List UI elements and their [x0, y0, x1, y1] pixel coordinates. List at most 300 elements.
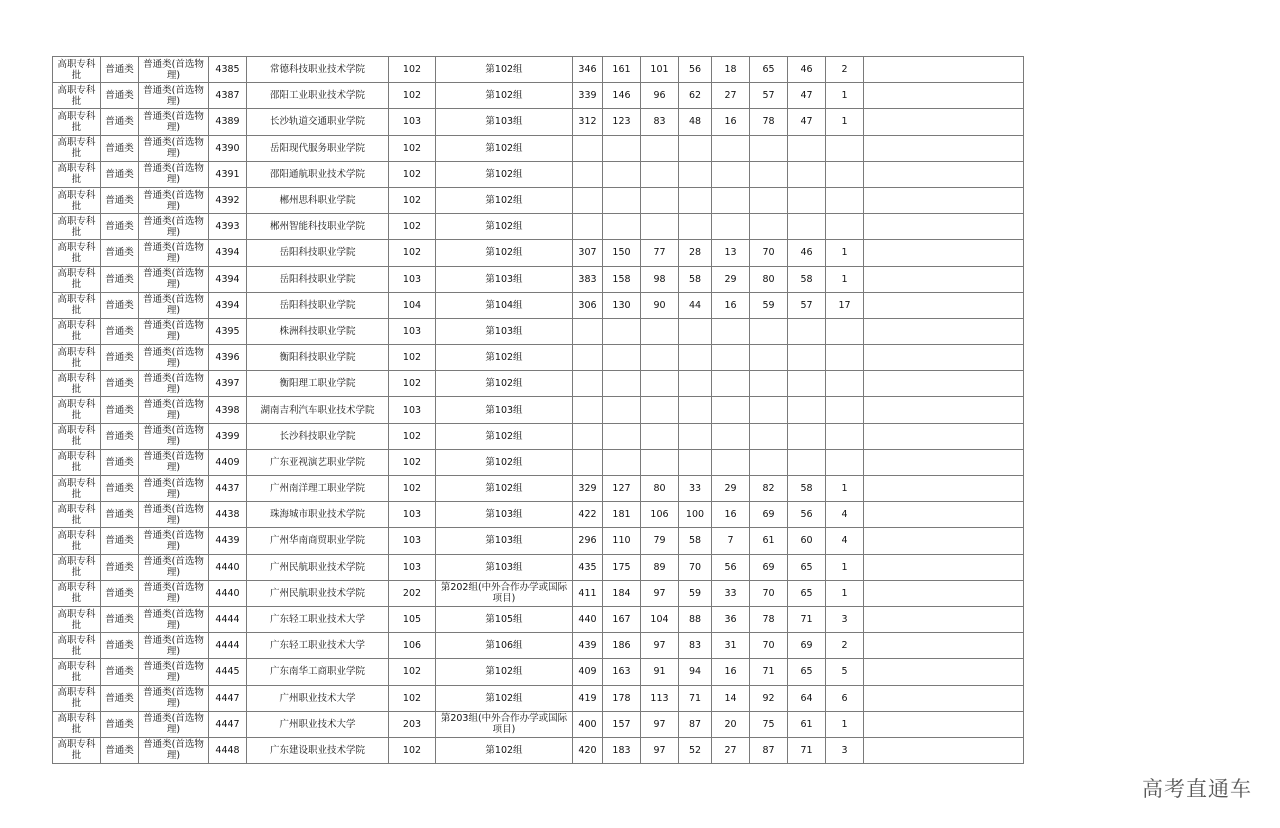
- cell-math: [641, 135, 679, 161]
- cell-group-name: 第102组: [436, 135, 573, 161]
- cell-subject-type: 普通类(首选物理): [139, 318, 209, 344]
- cell-group-name: 第106组: [436, 633, 573, 659]
- cell-subject-type: 普通类(首选物理): [139, 83, 209, 109]
- cell-elective2: [788, 345, 826, 371]
- cell-group-name: 第102组: [436, 659, 573, 685]
- cell-subject-type: 普通类(首选物理): [139, 737, 209, 763]
- cell-notes: [864, 711, 1024, 737]
- cell-chinese: 110: [603, 528, 641, 554]
- cell-group-name: 第102组: [436, 476, 573, 502]
- cell-enrollment: 1: [826, 240, 864, 266]
- cell-english: 48: [679, 109, 712, 135]
- cell-group-name: 第203组(中外合作办学或国际项目): [436, 711, 573, 737]
- cell-physics: 13: [712, 240, 750, 266]
- table-row: [53, 318, 1024, 344]
- cell-batch: 高职专科批: [53, 633, 101, 659]
- cell-english: 94: [679, 659, 712, 685]
- cell-min-score: 296: [573, 528, 603, 554]
- cell-elective1: 92: [750, 685, 788, 711]
- cell-school-name: 常德科技职业技术学院: [247, 57, 389, 83]
- table-row: [53, 83, 1024, 109]
- cell-group-name: 第102组: [436, 187, 573, 213]
- cell-elective1: [750, 397, 788, 423]
- cell-group-code: 102: [389, 685, 436, 711]
- cell-category: 普通类: [101, 449, 139, 475]
- cell-group-name: 第103组: [436, 502, 573, 528]
- cell-min-score: 422: [573, 502, 603, 528]
- cell-group-code: 102: [389, 737, 436, 763]
- cell-chinese: 181: [603, 502, 641, 528]
- cell-english: 59: [679, 580, 712, 606]
- cell-elective1: 75: [750, 711, 788, 737]
- cell-batch: 高职专科批: [53, 214, 101, 240]
- cell-elective2: [788, 214, 826, 240]
- cell-group-code: 104: [389, 292, 436, 318]
- cell-batch: 高职专科批: [53, 737, 101, 763]
- cell-elective1: [750, 449, 788, 475]
- cell-school-name: 珠海城市职业技术学院: [247, 502, 389, 528]
- cell-math: 98: [641, 266, 679, 292]
- cell-group-code: 106: [389, 633, 436, 659]
- cell-group-name: 第102组: [436, 345, 573, 371]
- cell-batch: 高职专科批: [53, 449, 101, 475]
- cell-group-code: 203: [389, 711, 436, 737]
- table-row: [53, 659, 1024, 685]
- cell-school-name: 衡阳理工职业学院: [247, 371, 389, 397]
- cell-enrollment: 2: [826, 633, 864, 659]
- cell-group-name: 第103组: [436, 109, 573, 135]
- cell-min-score: 411: [573, 580, 603, 606]
- cell-enrollment: [826, 214, 864, 240]
- cell-min-score: 440: [573, 606, 603, 632]
- cell-elective1: [750, 423, 788, 449]
- cell-enrollment: 4: [826, 502, 864, 528]
- cell-elective2: [788, 135, 826, 161]
- cell-group-code: 102: [389, 659, 436, 685]
- cell-english: 58: [679, 266, 712, 292]
- cell-group-code: 102: [389, 371, 436, 397]
- cell-math: 101: [641, 57, 679, 83]
- cell-physics: 56: [712, 554, 750, 580]
- cell-elective1: 61: [750, 528, 788, 554]
- cell-elective2: 47: [788, 83, 826, 109]
- cell-group-code: 102: [389, 214, 436, 240]
- cell-group-code: 103: [389, 528, 436, 554]
- cell-category: 普通类: [101, 214, 139, 240]
- cell-subject-type: 普通类(首选物理): [139, 240, 209, 266]
- cell-english: 87: [679, 711, 712, 737]
- cell-batch: 高职专科批: [53, 292, 101, 318]
- cell-elective2: [788, 187, 826, 213]
- cell-school-code: 4440: [209, 580, 247, 606]
- cell-min-score: 409: [573, 659, 603, 685]
- cell-category: 普通类: [101, 161, 139, 187]
- cell-english: 33: [679, 476, 712, 502]
- cell-notes: [864, 633, 1024, 659]
- cell-chinese: 127: [603, 476, 641, 502]
- cell-english: [679, 318, 712, 344]
- cell-batch: 高职专科批: [53, 135, 101, 161]
- cell-chinese: 157: [603, 711, 641, 737]
- cell-elective2: [788, 371, 826, 397]
- cell-english: 28: [679, 240, 712, 266]
- cell-group-code: 102: [389, 57, 436, 83]
- cell-subject-type: 普通类(首选物理): [139, 685, 209, 711]
- cell-subject-type: 普通类(首选物理): [139, 371, 209, 397]
- cell-math: 77: [641, 240, 679, 266]
- cell-chinese: 146: [603, 83, 641, 109]
- cell-elective2: 65: [788, 659, 826, 685]
- cell-batch: 高职专科批: [53, 397, 101, 423]
- cell-school-code: 4395: [209, 318, 247, 344]
- cell-school-code: 4389: [209, 109, 247, 135]
- cell-physics: [712, 449, 750, 475]
- cell-batch: 高职专科批: [53, 371, 101, 397]
- cell-group-code: 102: [389, 83, 436, 109]
- cell-batch: 高职专科批: [53, 345, 101, 371]
- cell-group-name: 第102组: [436, 449, 573, 475]
- table-row: [53, 711, 1024, 737]
- cell-subject-type: 普通类(首选物理): [139, 187, 209, 213]
- cell-school-code: 4392: [209, 187, 247, 213]
- cell-school-name: 广东南华工商职业学院: [247, 659, 389, 685]
- cell-english: 71: [679, 685, 712, 711]
- cell-group-name: 第102组: [436, 57, 573, 83]
- cell-batch: 高职专科批: [53, 476, 101, 502]
- cell-school-code: 4399: [209, 423, 247, 449]
- cell-school-name: 广东轻工职业技术大学: [247, 606, 389, 632]
- cell-school-code: 4393: [209, 214, 247, 240]
- cell-physics: 33: [712, 580, 750, 606]
- cell-group-code: 102: [389, 423, 436, 449]
- cell-school-code: 4385: [209, 57, 247, 83]
- cell-subject-type: 普通类(首选物理): [139, 345, 209, 371]
- cell-chinese: 123: [603, 109, 641, 135]
- cell-enrollment: [826, 449, 864, 475]
- cell-notes: [864, 476, 1024, 502]
- cell-min-score: 329: [573, 476, 603, 502]
- watermark: 高考直通车: [1142, 777, 1252, 801]
- cell-school-name: 广州华南商贸职业学院: [247, 528, 389, 554]
- cell-physics: [712, 187, 750, 213]
- cell-math: [641, 397, 679, 423]
- cell-school-code: 4409: [209, 449, 247, 475]
- cell-batch: 高职专科批: [53, 502, 101, 528]
- cell-school-code: 4387: [209, 83, 247, 109]
- cell-school-code: 4440: [209, 554, 247, 580]
- cell-category: 普通类: [101, 109, 139, 135]
- cell-school-name: 岳阳科技职业学院: [247, 240, 389, 266]
- cell-elective2: [788, 449, 826, 475]
- cell-subject-type: 普通类(首选物理): [139, 633, 209, 659]
- cell-category: 普通类: [101, 83, 139, 109]
- cell-elective2: 69: [788, 633, 826, 659]
- cell-chinese: 150: [603, 240, 641, 266]
- cell-min-score: 312: [573, 109, 603, 135]
- cell-enrollment: 4: [826, 528, 864, 554]
- cell-school-code: 4447: [209, 711, 247, 737]
- cell-physics: [712, 135, 750, 161]
- cell-category: 普通类: [101, 423, 139, 449]
- cell-min-score: [573, 187, 603, 213]
- cell-min-score: 339: [573, 83, 603, 109]
- table-row: [53, 633, 1024, 659]
- cell-notes: [864, 187, 1024, 213]
- cell-elective1: 87: [750, 737, 788, 763]
- cell-chinese: 158: [603, 266, 641, 292]
- cell-enrollment: 1: [826, 83, 864, 109]
- cell-physics: 29: [712, 266, 750, 292]
- cell-elective2: 56: [788, 502, 826, 528]
- cell-category: 普通类: [101, 659, 139, 685]
- cell-physics: 16: [712, 659, 750, 685]
- cell-category: 普通类: [101, 502, 139, 528]
- table-row: [53, 345, 1024, 371]
- cell-group-code: 202: [389, 580, 436, 606]
- cell-batch: 高职专科批: [53, 606, 101, 632]
- cell-elective1: [750, 214, 788, 240]
- cell-school-name: 广东轻工职业技术大学: [247, 633, 389, 659]
- admission-score-table: [52, 56, 1024, 764]
- cell-school-code: 4394: [209, 292, 247, 318]
- cell-notes: [864, 83, 1024, 109]
- cell-notes: [864, 397, 1024, 423]
- cell-subject-type: 普通类(首选物理): [139, 214, 209, 240]
- cell-enrollment: [826, 318, 864, 344]
- cell-group-name: 第102组: [436, 83, 573, 109]
- cell-subject-type: 普通类(首选物理): [139, 57, 209, 83]
- cell-school-code: 4444: [209, 633, 247, 659]
- cell-physics: 36: [712, 606, 750, 632]
- cell-english: 58: [679, 528, 712, 554]
- cell-group-name: 第103组: [436, 397, 573, 423]
- cell-school-name: 株洲科技职业学院: [247, 318, 389, 344]
- cell-math: 97: [641, 711, 679, 737]
- cell-group-name: 第102组: [436, 214, 573, 240]
- cell-min-score: 383: [573, 266, 603, 292]
- table-row: [53, 214, 1024, 240]
- cell-notes: [864, 161, 1024, 187]
- cell-group-name: 第103组: [436, 318, 573, 344]
- table-row: [53, 685, 1024, 711]
- cell-enrollment: [826, 135, 864, 161]
- cell-group-name: 第102组: [436, 423, 573, 449]
- cell-notes: [864, 214, 1024, 240]
- cell-chinese: 186: [603, 633, 641, 659]
- cell-min-score: [573, 423, 603, 449]
- cell-school-name: 郴州思科职业学院: [247, 187, 389, 213]
- cell-chinese: 130: [603, 292, 641, 318]
- cell-english: 100: [679, 502, 712, 528]
- cell-subject-type: 普通类(首选物理): [139, 476, 209, 502]
- cell-min-score: 346: [573, 57, 603, 83]
- cell-notes: [864, 580, 1024, 606]
- cell-elective2: [788, 397, 826, 423]
- cell-batch: 高职专科批: [53, 266, 101, 292]
- cell-enrollment: [826, 423, 864, 449]
- cell-subject-type: 普通类(首选物理): [139, 606, 209, 632]
- cell-school-name: 广州南洋理工职业学院: [247, 476, 389, 502]
- cell-math: 97: [641, 633, 679, 659]
- cell-physics: [712, 214, 750, 240]
- cell-group-code: 103: [389, 397, 436, 423]
- cell-english: 70: [679, 554, 712, 580]
- cell-notes: [864, 423, 1024, 449]
- cell-enrollment: 1: [826, 266, 864, 292]
- cell-math: [641, 449, 679, 475]
- cell-category: 普通类: [101, 528, 139, 554]
- cell-group-name: 第202组(中外合作办学或国际项目): [436, 580, 573, 606]
- cell-notes: [864, 554, 1024, 580]
- cell-min-score: [573, 397, 603, 423]
- cell-subject-type: 普通类(首选物理): [139, 161, 209, 187]
- cell-school-code: 4398: [209, 397, 247, 423]
- cell-school-code: 4444: [209, 606, 247, 632]
- cell-group-name: 第102组: [436, 161, 573, 187]
- cell-elective2: [788, 161, 826, 187]
- cell-elective1: 70: [750, 580, 788, 606]
- cell-elective1: 57: [750, 83, 788, 109]
- table-row: [53, 528, 1024, 554]
- cell-enrollment: [826, 187, 864, 213]
- cell-english: 44: [679, 292, 712, 318]
- cell-school-code: 4396: [209, 345, 247, 371]
- cell-elective2: 46: [788, 57, 826, 83]
- cell-min-score: [573, 214, 603, 240]
- cell-school-code: 4394: [209, 240, 247, 266]
- cell-min-score: 306: [573, 292, 603, 318]
- cell-physics: [712, 318, 750, 344]
- cell-chinese: 161: [603, 57, 641, 83]
- cell-english: [679, 214, 712, 240]
- cell-group-code: 103: [389, 318, 436, 344]
- cell-english: [679, 161, 712, 187]
- cell-english: [679, 397, 712, 423]
- cell-elective2: 58: [788, 266, 826, 292]
- cell-enrollment: 3: [826, 606, 864, 632]
- cell-elective2: 58: [788, 476, 826, 502]
- cell-notes: [864, 528, 1024, 554]
- cell-elective1: [750, 345, 788, 371]
- cell-chinese: 178: [603, 685, 641, 711]
- cell-math: [641, 318, 679, 344]
- cell-elective1: 70: [750, 240, 788, 266]
- cell-physics: [712, 397, 750, 423]
- table-body: [53, 57, 1024, 764]
- cell-group-name: 第102组: [436, 737, 573, 763]
- cell-math: 104: [641, 606, 679, 632]
- cell-chinese: [603, 345, 641, 371]
- cell-subject-type: 普通类(首选物理): [139, 135, 209, 161]
- cell-category: 普通类: [101, 266, 139, 292]
- cell-min-score: [573, 161, 603, 187]
- cell-subject-type: 普通类(首选物理): [139, 659, 209, 685]
- cell-school-code: 4445: [209, 659, 247, 685]
- cell-english: 56: [679, 57, 712, 83]
- cell-group-code: 102: [389, 476, 436, 502]
- cell-chinese: [603, 187, 641, 213]
- cell-math: 83: [641, 109, 679, 135]
- cell-english: 52: [679, 737, 712, 763]
- cell-english: 88: [679, 606, 712, 632]
- cell-notes: [864, 449, 1024, 475]
- cell-physics: [712, 161, 750, 187]
- table-row: [53, 580, 1024, 606]
- cell-english: [679, 371, 712, 397]
- cell-english: [679, 345, 712, 371]
- cell-school-name: 广州职业技术大学: [247, 685, 389, 711]
- cell-english: [679, 449, 712, 475]
- cell-group-code: 105: [389, 606, 436, 632]
- cell-group-code: 103: [389, 109, 436, 135]
- cell-elective1: [750, 318, 788, 344]
- cell-group-name: 第102组: [436, 685, 573, 711]
- cell-notes: [864, 240, 1024, 266]
- table-row: [53, 240, 1024, 266]
- cell-enrollment: 1: [826, 711, 864, 737]
- cell-chinese: 175: [603, 554, 641, 580]
- cell-physics: 29: [712, 476, 750, 502]
- cell-elective1: [750, 371, 788, 397]
- cell-group-code: 102: [389, 449, 436, 475]
- cell-batch: 高职专科批: [53, 240, 101, 266]
- cell-math: [641, 161, 679, 187]
- cell-subject-type: 普通类(首选物理): [139, 554, 209, 580]
- cell-group-code: 103: [389, 502, 436, 528]
- cell-group-name: 第102组: [436, 371, 573, 397]
- cell-elective2: 46: [788, 240, 826, 266]
- cell-physics: 18: [712, 57, 750, 83]
- cell-elective1: [750, 187, 788, 213]
- cell-batch: 高职专科批: [53, 528, 101, 554]
- cell-batch: 高职专科批: [53, 187, 101, 213]
- cell-subject-type: 普通类(首选物理): [139, 580, 209, 606]
- cell-english: 62: [679, 83, 712, 109]
- cell-category: 普通类: [101, 371, 139, 397]
- cell-category: 普通类: [101, 240, 139, 266]
- cell-elective2: 64: [788, 685, 826, 711]
- cell-min-score: 435: [573, 554, 603, 580]
- cell-enrollment: 17: [826, 292, 864, 318]
- cell-school-name: 长沙科技职业学院: [247, 423, 389, 449]
- cell-elective2: 60: [788, 528, 826, 554]
- cell-math: 80: [641, 476, 679, 502]
- table-row: [53, 266, 1024, 292]
- cell-batch: 高职专科批: [53, 109, 101, 135]
- cell-chinese: 183: [603, 737, 641, 763]
- cell-elective2: [788, 423, 826, 449]
- cell-elective2: 47: [788, 109, 826, 135]
- table-row: [53, 476, 1024, 502]
- cell-school-name: 长沙轨道交通职业学院: [247, 109, 389, 135]
- cell-chinese: [603, 449, 641, 475]
- cell-notes: [864, 685, 1024, 711]
- cell-math: 91: [641, 659, 679, 685]
- table-row: [53, 292, 1024, 318]
- cell-subject-type: 普通类(首选物理): [139, 449, 209, 475]
- cell-batch: 高职专科批: [53, 161, 101, 187]
- cell-min-score: [573, 371, 603, 397]
- cell-school-code: 4397: [209, 371, 247, 397]
- cell-group-code: 102: [389, 240, 436, 266]
- table-row: [53, 371, 1024, 397]
- cell-elective2: 57: [788, 292, 826, 318]
- cell-school-name: 广州职业技术大学: [247, 711, 389, 737]
- cell-school-name: 广东建设职业技术学院: [247, 737, 389, 763]
- cell-group-name: 第103组: [436, 554, 573, 580]
- cell-batch: 高职专科批: [53, 685, 101, 711]
- cell-english: [679, 135, 712, 161]
